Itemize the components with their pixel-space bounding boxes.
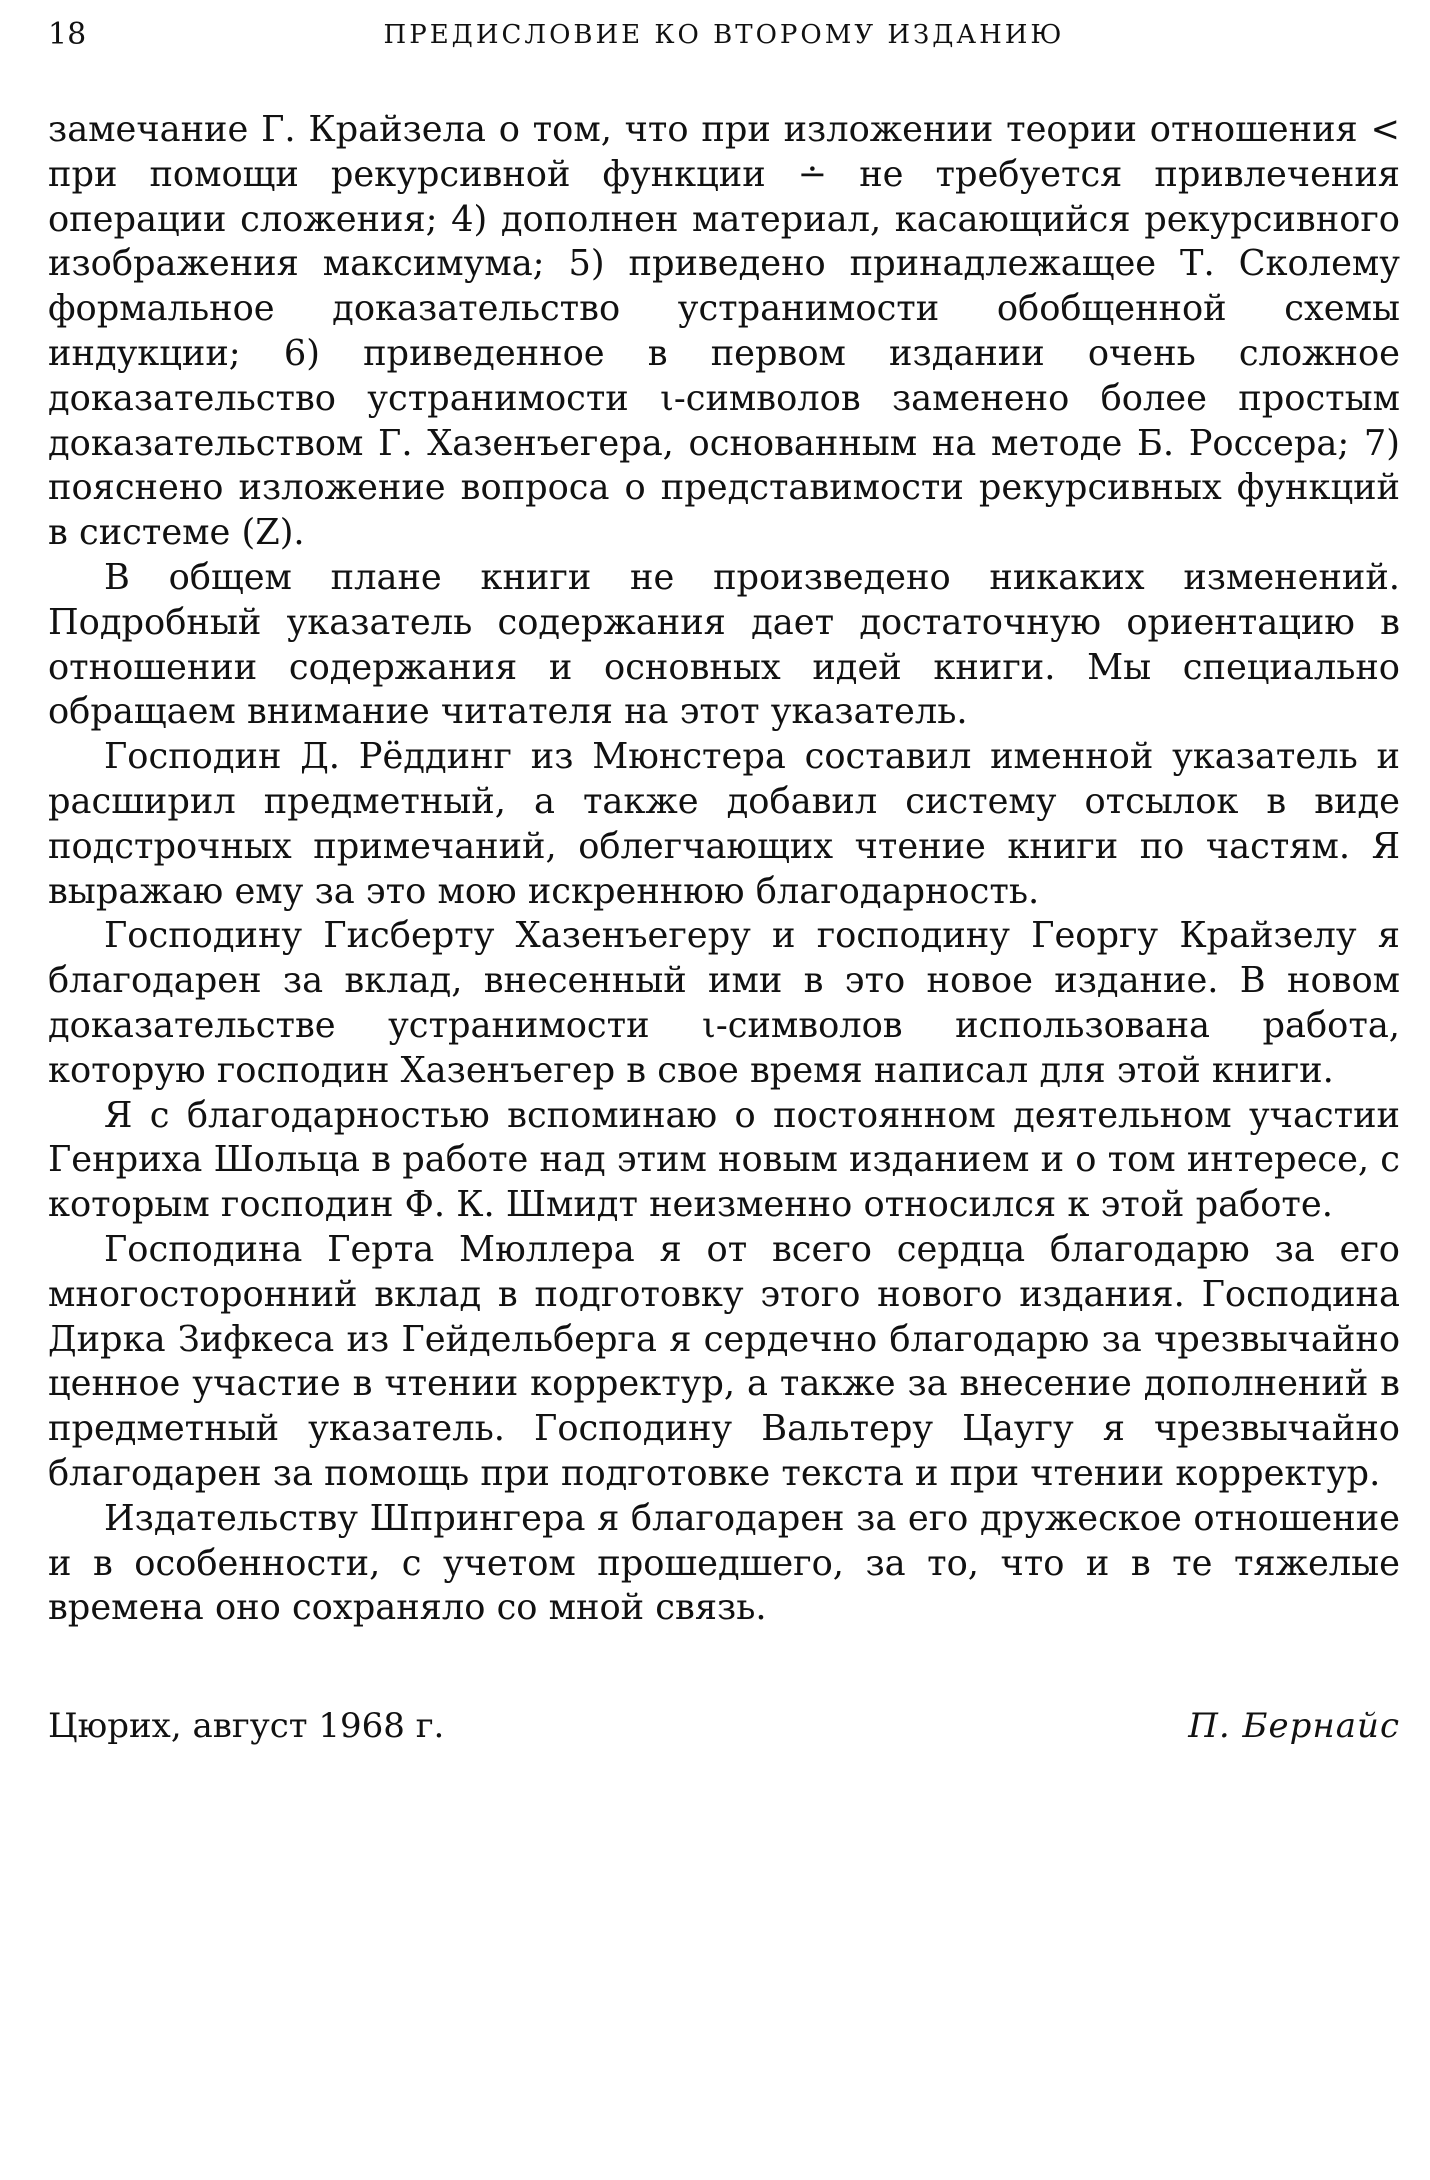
paragraph: Господина Герта Мюллера я от всего сердца благодарю за его многосторонний вклад в подготовку этого нового издания. Господина Дирка Зифкеса из Гейдельберга я сердечно благодарю за чрезвычайно ценное участие в чтении корректур, а также за внесение дополнений в предметный указатель. Господину Вальтеру Цаугу я чрезвычайно благодарен за помощь при подготовке текста и при чтении корректур. (48, 1228, 1400, 1494)
author-signature: П. Бернайс (1188, 1706, 1400, 1747)
place-date: Цюрих, август 1968 г. (48, 1706, 445, 1747)
paragraph: Я с благодарностью вспоминаю о постоянном деятельном участии Генриха Шольца в работе над этим новым изданием и о том интересе, с которым господин Ф. К. Шмидт неизменно относился к этой работе. (48, 1094, 1400, 1226)
running-title: ПРЕДИСЛОВИЕ КО ВТОРОМУ ИЗДАНИЮ (383, 20, 1065, 50)
running-head (48, 12, 1400, 58)
paragraph: Издательству Шпрингера я благодарен за его дружеское отношение и в особенности, с учетом прошедшего, за то, что и в те тяжелые времена оно сохраняло со мной связь. (48, 1497, 1400, 1629)
paragraph-continuation: замечание Г. Крайзела о том, что при изложении теории отношения < при помощи рекурсивной функции ∸ не требуется привлечения операции сложения; 4) дополнен материал, касающийся рекурсивного изображения максимума; 5) приведено принадлежащее Т. Сколему формальное доказательство устранимости обобщенной схемы индукции; 6) приведенное в первом издании очень сложное доказательство устранимости ι-символов заменено более простым доказательством Г. Хазенъегера, основанным на методе Б. Россера; 7) пояснено изложение вопроса о представимости рекурсивных функций в системе (Z). (48, 109, 1400, 554)
book-page (48, 12, 1400, 1751)
body-text (48, 108, 1400, 1631)
paragraph: Господин Д. Рёддинг из Мюнстера составил именной указатель и расширил предметный, а также добавил систему отсылок в виде подстрочных примечаний, облегчающих чтение книги по частям. Я выражаю ему за это мою искреннюю благодарность. (48, 736, 1400, 912)
signature-line (48, 1701, 1400, 1751)
paragraph: В общем плане книги не произведено никаких изменений. Подробный указатель содержания дает достаточную ориентацию в отношении содержания и основных идей книги. Мы специально обращаем внимание читателя на этот указатель. (48, 556, 1400, 733)
page-number: 18 (48, 17, 87, 52)
paragraph: Господину Гисберту Хазенъегеру и господину Георгу Крайзелу я благодарен за вклад, внесенный ими в это новое издание. В новом доказательстве устранимости ι-символов использована работа, которую господин Хазенъегер в свое время написал для этой книги. (48, 915, 1400, 1091)
